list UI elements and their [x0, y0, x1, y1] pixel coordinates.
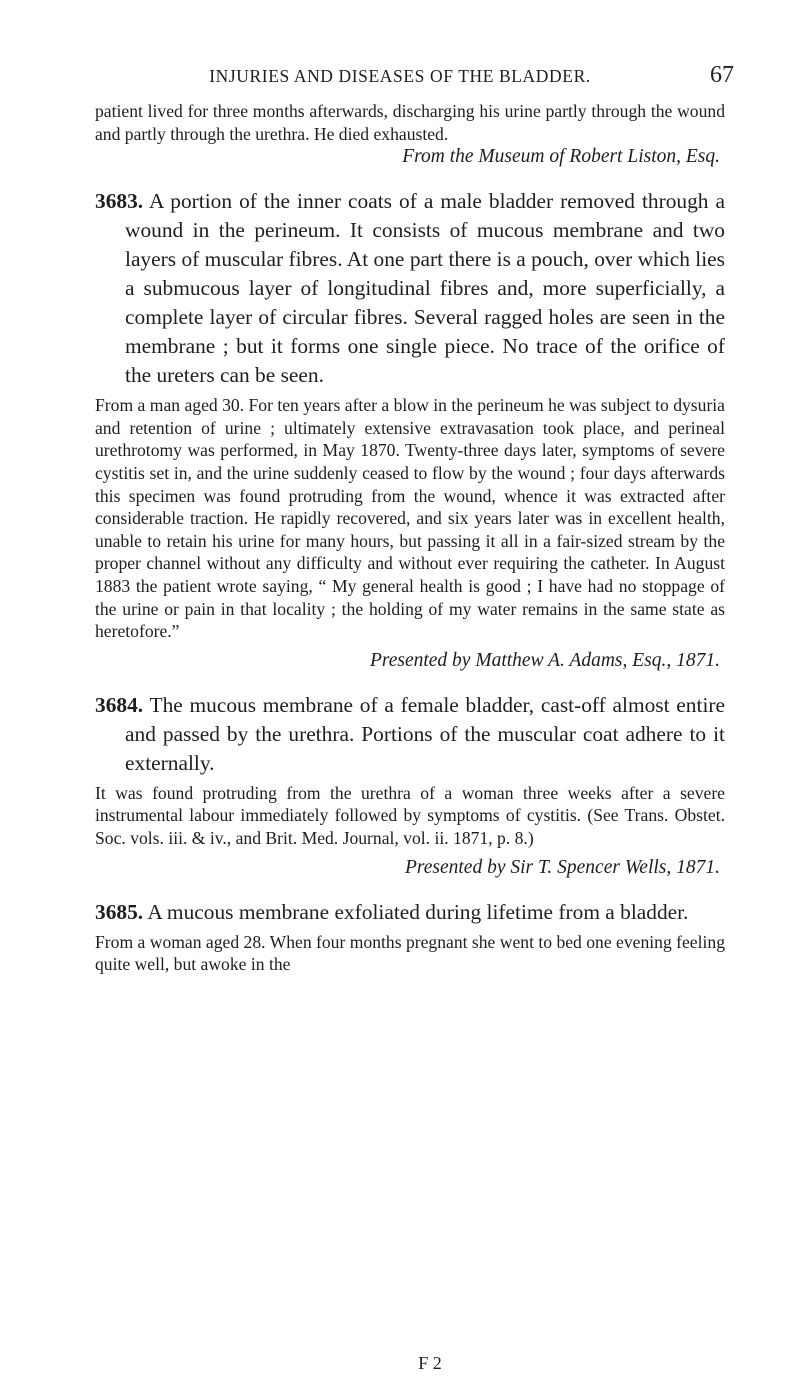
- entry-number: 3683.: [95, 189, 144, 214]
- continuation-credit: From the Museum of Robert Liston, Esq.: [402, 146, 720, 168]
- entry-description: [95, 898, 725, 927]
- entry-3684: [95, 691, 725, 880]
- entry-history: From a man aged 30. For ten years after a blow in the perineum he was subject to dysuria and retention of urine ; ultimately extensive extravasation took place, and perineal urethrotomy was performed, in May 1870. Twenty-three days later, symptoms of severe cystitis set in, and the urine suddenly ceased to flow by the wound ; four days afterwards this specimen was found protruding from the wound, whence it was extracted after considerable traction. He rapidly recovered, and six years later was in excellent health, unable to retain his urine for many hours, but passing it all in a fair-sized stream by the proper channel without any difficulty and without ever requiring the catheter. In August 1883 the patient wrote saying, “ My general health is good ; I have had no stoppage of the urine or pain in that locality ; the holding of my water remains in the same state as heretofore.”: [95, 395, 725, 642]
- running-head: INJURIES AND DISEASES OF THE BLADDER.: [209, 66, 591, 86]
- entry-description: [95, 187, 725, 390]
- entry-description-text: A portion of the inner coats of a male bladder removed through a wound in the perineum. It consists of mucous membrane and two layers of muscular fibres. At one part there is a pouch, over which lies a submucous layer of longitudinal fibres and, more superficially, a complete layer of circular fibres. Several ragged holes are seen in the membrane ; but it forms one single piece. No trace of the orifice of the ureters can be seen.: [125, 189, 725, 388]
- page-header: [0, 62, 800, 92]
- entry-3685: [95, 898, 725, 976]
- entry-history: It was found protruding from the urethra of a woman three weeks after a severe instrumental labour immediately followed by symptoms of cystitis. (See Trans. Obstet. Soc. vols. iii. & iv., and Brit. Med. Journal, vol. ii. 1871, p. 8.): [95, 782, 725, 848]
- entry-description-text: A mucous membrane exfoliated during lifetime from a bladder.: [147, 899, 689, 924]
- page-number: 67: [710, 62, 734, 88]
- page-body: [95, 100, 725, 976]
- entry-number: 3685.: [95, 899, 144, 924]
- continuation-text: patient lived for three months afterwards, discharging his urine partly through the wound and partly through the urethra. He died exhausted.: [95, 101, 725, 144]
- entry-description: [95, 691, 725, 778]
- entry-3683: [95, 187, 725, 673]
- entry-credit: Presented by Matthew A. Adams, Esq., 1871.: [369, 649, 720, 671]
- entry-number: 3684.: [95, 692, 144, 717]
- signature-mark: F 2: [418, 1353, 442, 1373]
- entry-description-text: The mucous membrane of a female bladder, cast-off almost entire and passed by the urethra. Portions of the muscular coat adhere to it externally.: [125, 692, 725, 775]
- entry-history: From a woman aged 28. When four months pregnant she went to bed one evening feeling quite well, but awoke in the: [95, 931, 725, 975]
- entry-credit: Presented by Sir T. Spencer Wells, 1871.: [404, 856, 720, 878]
